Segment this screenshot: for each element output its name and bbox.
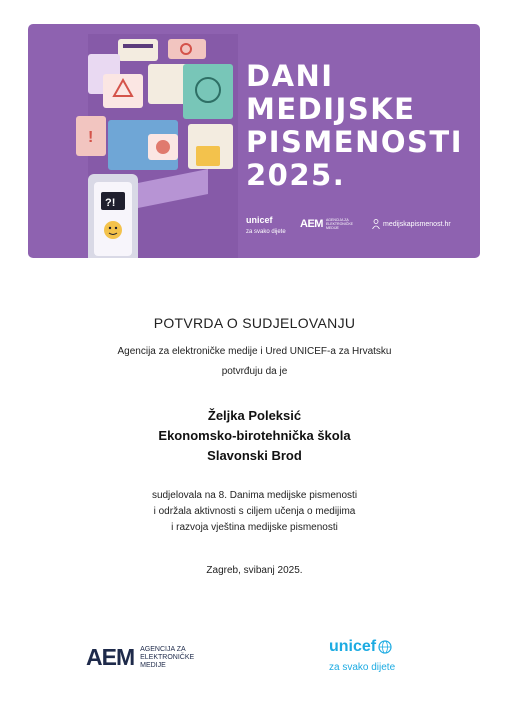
banner-website-text: medijskapismenost.hr	[383, 220, 451, 228]
footer-unicef-name: unicef	[329, 638, 377, 655]
footer-aem-text: AGENCIJA ZA ELEKTRONIČKE MEDIJE	[140, 645, 195, 669]
globe-icon	[378, 640, 392, 654]
body-line-3: i razvoja vještina medijske pismenosti	[171, 522, 338, 533]
confirm-line: potvrđuju da je	[221, 366, 288, 377]
school-name: Ekonomsko-birotehnička škola	[158, 428, 351, 443]
certificate-heading: POTVRDA O SUDJELOVANJU	[153, 315, 356, 331]
person-icon	[372, 219, 380, 229]
banner-unicef-logo	[246, 215, 286, 235]
banner-aem-text: AGENCIJA ZA ELEKTRONIČKE MEDIJE	[325, 218, 353, 230]
banner-aem-mark: AEM	[300, 218, 323, 230]
recipient-block	[0, 406, 509, 466]
svg-text:!: !	[88, 129, 94, 146]
body-line-1: sudjelovala na 8. Danima medijske pismenosti	[151, 490, 358, 501]
svg-text:?!: ?!	[105, 197, 116, 209]
banner-aem-logo	[300, 218, 360, 230]
city-name: Slavonski Brod	[207, 448, 302, 463]
banner-unicef-name: unicef	[246, 215, 273, 225]
banner-website-logo	[372, 219, 451, 229]
banner-unicef-tagline: za svako dijete	[246, 229, 286, 235]
place-date: Zagreb, svibanj 2025.	[206, 565, 303, 576]
footer-unicef-wordmark	[329, 638, 395, 656]
banner-logo-row	[246, 215, 466, 243]
footer-unicef-logo	[329, 638, 395, 673]
footer-aem-logo	[86, 644, 210, 671]
footer-aem-mark: AEM	[86, 644, 135, 670]
issuers-line: Agencija za elektroničke medije i Ured UNICEF-a za Hrvatsku	[117, 346, 392, 357]
body-line-2: i održala aktivnosti s ciljem učenja o medijima	[153, 506, 356, 517]
banner-title: DANI MEDIJSKE PISMENOSTI 2025.	[246, 59, 463, 192]
footer-unicef-tagline: za svako dijete	[329, 662, 396, 673]
header-banner	[28, 24, 480, 258]
media-devices-illustration	[68, 34, 238, 258]
participant-name: Željka Poleksić	[207, 408, 302, 423]
